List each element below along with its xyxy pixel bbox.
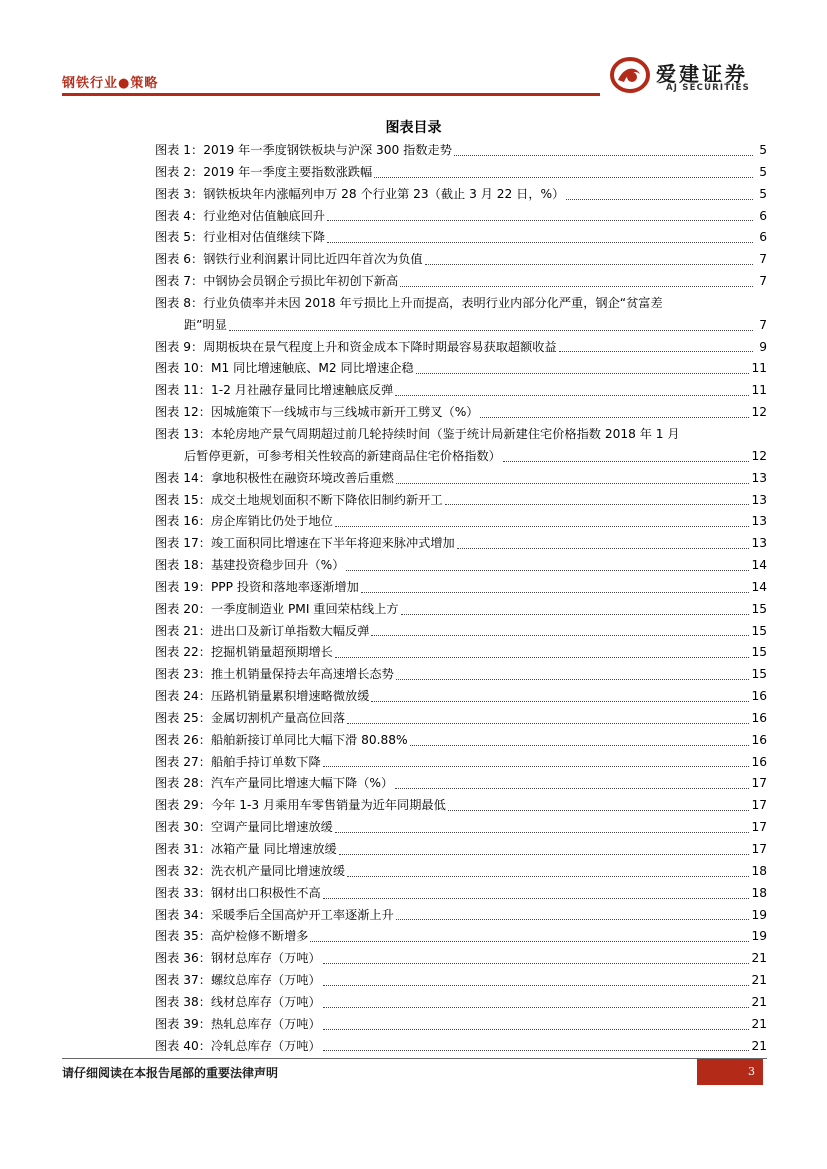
toc-entry[interactable] [155, 664, 767, 686]
toc-leader-dots [347, 722, 749, 724]
toc-entry[interactable] [155, 337, 767, 359]
toc-entry-text: 本轮房地产景气周期超过前几轮持续时间（鉴于统计局新建住宅价格指数 2018 年 1 月 [210, 426, 680, 441]
toc-leader-dots [229, 329, 753, 331]
toc-entry-label: 图表 22： [155, 645, 211, 660]
toc-entry-label: 图表 23： [155, 667, 211, 682]
toc-entry-label: 图表 7： [155, 274, 204, 289]
toc-entry-text: 汽车产量同比增速大幅下降（%） [210, 776, 394, 791]
toc-entry[interactable] [155, 424, 767, 468]
toc-entry-label: 图表 25： [155, 710, 211, 725]
toc-entry-text: 金属切割机产量高位回落 [210, 710, 346, 725]
toc-entry[interactable] [155, 839, 767, 861]
toc-entry-label: 图表 28： [155, 776, 211, 791]
toc-entry-page: 13 [751, 470, 767, 485]
toc-entry-text: 进出口及新订单指数大幅反弹 [210, 623, 370, 638]
toc-entry-page: 18 [751, 885, 767, 900]
toc-entry-text: 钢材总库存（万吨） [210, 951, 321, 966]
toc-leader-dots [323, 1049, 750, 1051]
toc-entry[interactable] [155, 992, 767, 1014]
toc-entry-text: 压路机销量累积增速略微放缓 [210, 689, 370, 704]
toc-entry[interactable] [155, 948, 767, 970]
toc-leader-dots [346, 569, 749, 571]
toc-leader-dots [400, 285, 753, 287]
toc-entry-label: 图表 24： [155, 689, 211, 704]
toc-entry-label: 图表 34： [155, 907, 211, 922]
toc-entry-label: 图表 12： [155, 405, 211, 420]
toc-leader-dots [339, 853, 750, 855]
toc-entry-label: 图表 10： [155, 361, 211, 376]
toc-entry-page: 7 [759, 274, 767, 289]
toc-leader-dots [425, 263, 753, 265]
toc-entry[interactable] [155, 773, 767, 795]
toc-entry-page: 6 [759, 208, 767, 223]
toc-leader-dots [374, 176, 753, 178]
toc-entry-page: 15 [751, 601, 767, 616]
header-section-label: 钢铁行业●策略 [62, 76, 159, 91]
toc-entry-label: 图表 4： [155, 208, 204, 223]
toc-entry-label: 图表 11： [155, 383, 211, 398]
toc-entry-page: 19 [751, 929, 767, 944]
toc-entry-page: 12 [751, 448, 767, 463]
toc-entry-page: 19 [751, 907, 767, 922]
toc-entry-text: 钢铁板块年内涨幅列申万 28 个行业第 23（截止 3 月 22 日，%） [203, 186, 565, 201]
toc-leader-dots [396, 918, 750, 920]
toc-entry-label: 图表 17： [155, 536, 211, 551]
logo-mark-icon [610, 56, 650, 94]
toc-entry-label: 图表 36： [155, 951, 211, 966]
toc-entry-text-continued: 后暂停更新，可参考相关性较高的新建商品住宅价格指数） [184, 448, 501, 463]
toc-entry-text: 基建投资稳步回升（%） [210, 558, 345, 573]
toc-leader-dots [323, 962, 750, 964]
toc-leader-dots [361, 591, 750, 593]
toc-entry-text: 因城施策下一线城市与三线城市新开工劈叉（%） [210, 405, 479, 420]
toc-entry[interactable] [155, 861, 767, 883]
toc-entry-label: 图表 15： [155, 492, 211, 507]
page-number-box [697, 1059, 763, 1085]
toc-entry-text: PPP 投资和落地率逐渐增加 [210, 579, 359, 594]
toc-entry-text: 拿地积极性在融资环境改善后重燃 [210, 470, 394, 485]
toc-entry[interactable] [155, 883, 767, 905]
toc-entry[interactable] [155, 730, 767, 752]
toc-entry[interactable] [155, 511, 767, 533]
header-rule [62, 93, 600, 96]
toc-entry-text: 中钢协会员钢企亏损比年初创下新高 [203, 274, 399, 289]
toc-entry-text: 高炉检修不断增多 [210, 929, 309, 944]
toc-leader-dots [323, 765, 750, 767]
toc-leader-dots [327, 241, 753, 243]
toc-entry-label: 图表 30： [155, 820, 211, 835]
toc-entry-text: 房企库销比仍处于地位 [210, 514, 333, 529]
toc-entry-text: 周期板块在景气程度上升和资金成本下降时期最容易获取超额收益 [203, 339, 557, 354]
toc-entry-text: 行业相对估值继续下降 [203, 230, 326, 245]
toc-entry[interactable] [155, 140, 767, 162]
toc-entry-label: 图表 37： [155, 973, 211, 988]
toc-entry-page: 7 [759, 252, 767, 267]
toc-entry-page: 15 [751, 623, 767, 638]
toc-leader-dots [416, 372, 750, 374]
toc-entry-page: 21 [751, 994, 767, 1009]
toc-entry-text: 洗衣机产量同比增速放缓 [210, 863, 346, 878]
toc-entry-label: 图表 20： [155, 601, 211, 616]
toc-leader-dots [503, 460, 750, 462]
toc-leader-dots [335, 525, 750, 527]
toc-entry-page: 18 [751, 863, 767, 878]
toc-leader-dots [323, 897, 750, 899]
toc-entry[interactable] [155, 271, 767, 293]
toc-entry-label: 图表 31： [155, 842, 211, 856]
toc-entry[interactable] [155, 795, 767, 817]
toc-entry-page: 13 [751, 514, 767, 529]
toc-entry-text: 线材总库存（万吨） [210, 994, 321, 1009]
toc-leader-dots [323, 984, 750, 986]
toc-entry[interactable] [155, 227, 767, 249]
toc-entry-page: 9 [759, 339, 767, 354]
toc-entry-text: 船舶新接订单同比大幅下滑 80.88% [210, 732, 408, 747]
toc-leader-dots [445, 503, 750, 505]
toc-entry-label: 图表 1： [155, 143, 204, 157]
toc-entry[interactable] [155, 402, 767, 424]
footer-rule [62, 1058, 767, 1059]
toc-leader-dots [323, 1028, 750, 1030]
logo-english-text: AJ SECURITIES [666, 83, 750, 93]
toc-entry[interactable] [155, 752, 767, 774]
toc-leader-dots [335, 656, 750, 658]
toc-leader-dots [310, 940, 749, 942]
toc-entry[interactable] [155, 926, 767, 948]
toc-entry-label: 图表 33： [155, 885, 211, 900]
toc-list [155, 140, 767, 1057]
toc-entry-text: 一季度制造业 PMI 重回荣枯线上方 [210, 601, 399, 616]
toc-entry[interactable] [155, 293, 767, 337]
toc-entry-page: 16 [751, 754, 767, 769]
toc-leader-dots [347, 875, 749, 877]
toc-entry-label: 图表 3： [155, 186, 204, 201]
toc-entry[interactable] [155, 621, 767, 643]
toc-entry-text: 采暖季后全国高炉开工率逐渐上升 [210, 907, 394, 922]
toc-entry[interactable] [155, 577, 767, 599]
toc-entry-label: 图表 8： [155, 295, 204, 310]
toc-entry-page: 14 [751, 579, 767, 594]
toc-leader-dots [371, 700, 749, 702]
toc-entry-page: 5 [759, 186, 767, 201]
toc-entry[interactable] [155, 380, 767, 402]
toc-entry[interactable] [155, 708, 767, 730]
toc-entry-text: 2019 年一季度钢铁板块与沪深 300 指数走势 [203, 143, 452, 157]
toc-entry-page: 7 [759, 317, 767, 332]
toc-leader-dots [410, 744, 750, 746]
page-number: 3 [748, 1065, 755, 1078]
toc-entry-text: 1-2 月社融存量同比增速触底反弹 [210, 383, 394, 398]
toc-leader-dots [395, 787, 749, 789]
toc-entry-page: 11 [751, 383, 767, 398]
toc-entry-page: 13 [751, 492, 767, 507]
toc-entry-text: 行业绝对估值触底回升 [203, 208, 326, 223]
toc-entry[interactable] [155, 249, 767, 271]
toc-entry-page: 11 [751, 361, 767, 376]
toc-entry-text: 竣工面积同比增速在下半年将迎来脉冲式增加 [210, 536, 455, 551]
company-logo [610, 56, 770, 96]
toc-title: 图表目录 [385, 120, 442, 136]
toc-entry-label: 图表 35： [155, 929, 211, 944]
toc-entry-label: 图表 39： [155, 1016, 211, 1031]
toc-entry-page: 12 [751, 405, 767, 420]
toc-leader-dots [396, 482, 750, 484]
toc-leader-dots [396, 678, 750, 680]
toc-entry[interactable] [155, 162, 767, 184]
toc-leader-dots [559, 350, 753, 352]
toc-entry-text: 冰箱产量 同比增速放缓 [210, 842, 337, 856]
toc-entry[interactable] [155, 555, 767, 577]
toc-entry[interactable] [155, 1036, 767, 1058]
toc-entry-text-continued: 距”明显 [184, 317, 227, 332]
toc-entry-text: M1 同比增速触底、M2 同比增速企稳 [210, 361, 414, 376]
toc-leader-dots [454, 154, 753, 156]
toc-entry-label: 图表 38： [155, 994, 211, 1009]
toc-entry-label: 图表 27： [155, 754, 211, 769]
toc-entry[interactable] [155, 817, 767, 839]
toc-entry-page: 17 [751, 842, 767, 856]
toc-leader-dots [457, 547, 750, 549]
toc-entry-label: 图表 13： [155, 426, 211, 441]
footer-disclaimer: 请仔细阅读在本报告尾部的重要法律声明 [62, 1066, 279, 1080]
toc-leader-dots [335, 831, 750, 833]
toc-entry-text: 成交土地规划面积不断下降依旧制约新开工 [210, 492, 443, 507]
toc-entry-label: 图表 2： [155, 164, 204, 179]
toc-entry-text: 空调产量同比增速放缓 [210, 820, 333, 835]
toc-entry-page: 17 [751, 820, 767, 835]
toc-entry[interactable] [155, 686, 767, 708]
toc-entry-page: 15 [751, 645, 767, 660]
toc-leader-dots [371, 634, 749, 636]
toc-entry-label: 图表 19： [155, 579, 211, 594]
toc-entry-page: 13 [751, 536, 767, 551]
toc-entry-page: 5 [759, 164, 767, 179]
toc-entry-text: 挖掘机销量超预期增长 [210, 645, 333, 660]
toc-entry-page: 21 [751, 1038, 767, 1053]
toc-entry-label: 图表 26： [155, 732, 211, 747]
toc-entry-page: 5 [759, 143, 767, 157]
toc-entry-page: 16 [751, 732, 767, 747]
toc-leader-dots [401, 613, 750, 615]
toc-entry-page: 17 [751, 798, 767, 813]
toc-entry-text: 钢铁行业利润累计同比近四年首次为负值 [203, 252, 423, 267]
toc-leader-dots [480, 416, 749, 418]
toc-entry-text: 钢材出口积极性不高 [210, 885, 321, 900]
toc-entry-page: 21 [751, 951, 767, 966]
toc-entry[interactable] [155, 1014, 767, 1036]
toc-entry[interactable] [155, 184, 767, 206]
toc-entry-text: 今年 1-3 月乘用车零售销量为近年同期最低 [210, 798, 446, 813]
toc-entry-label: 图表 21： [155, 623, 211, 638]
toc-entry[interactable] [155, 905, 767, 927]
toc-entry-text: 冷轧总库存（万吨） [210, 1038, 321, 1053]
toc-entry[interactable] [155, 599, 767, 621]
toc-entry[interactable] [155, 533, 767, 555]
toc-entry-page: 14 [751, 558, 767, 573]
toc-entry-label: 图表 29： [155, 798, 211, 813]
toc-leader-dots [395, 394, 749, 396]
toc-entry-text: 热轧总库存（万吨） [210, 1016, 321, 1031]
toc-entry-label: 图表 9： [155, 339, 204, 354]
toc-entry-label: 图表 16： [155, 514, 211, 529]
toc-entry-text: 2019 年一季度主要指数涨跌幅 [203, 164, 373, 179]
toc-entry-page: 21 [751, 1016, 767, 1031]
toc-entry-page: 6 [759, 230, 767, 245]
toc-entry-label: 图表 18： [155, 558, 211, 573]
toc-entry-page: 21 [751, 973, 767, 988]
toc-entry-text: 船舶手持订单数下降 [210, 754, 321, 769]
toc-leader-dots [566, 198, 753, 200]
toc-entry-page: 17 [751, 776, 767, 791]
toc-entry-text: 行业负债率并未因 2018 年亏损比上升而提高，表明行业内部分化严重，钢企“贫富差 [203, 295, 663, 310]
toc-entry-page: 16 [751, 689, 767, 704]
toc-entry[interactable] [155, 642, 767, 664]
toc-entry[interactable] [155, 206, 767, 228]
toc-leader-dots [327, 219, 753, 221]
toc-entry-page: 15 [751, 667, 767, 682]
toc-entry-label: 图表 32： [155, 863, 211, 878]
toc-entry-label: 图表 40： [155, 1038, 211, 1053]
toc-entry-text: 推土机销量保持去年高速增长态势 [210, 667, 394, 682]
toc-entry[interactable] [155, 468, 767, 490]
toc-entry[interactable] [155, 490, 767, 512]
toc-entry[interactable] [155, 970, 767, 992]
toc-entry-label: 图表 14： [155, 470, 211, 485]
toc-leader-dots [323, 1006, 750, 1008]
toc-entry[interactable] [155, 358, 767, 380]
toc-entry-label: 图表 5： [155, 230, 204, 245]
toc-entry-page: 16 [751, 710, 767, 725]
toc-entry-text: 螺纹总库存（万吨） [210, 973, 321, 988]
toc-entry-label: 图表 6： [155, 252, 204, 267]
logo-chinese-text: 爱建证券 [656, 62, 748, 86]
toc-leader-dots [448, 809, 750, 811]
